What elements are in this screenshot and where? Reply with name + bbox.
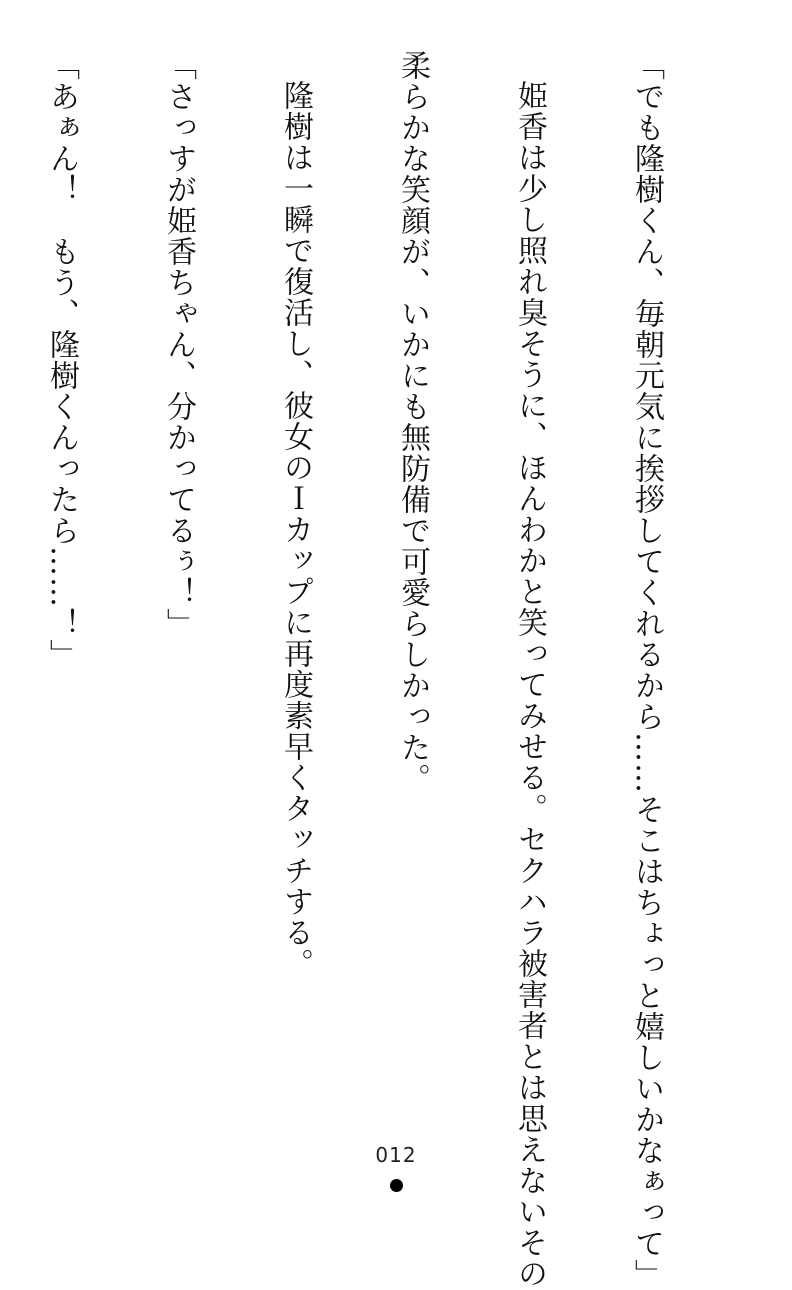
page-number: 012: [375, 1143, 417, 1167]
text-line: 柔らかな笑顔が、いかにも無防備で可愛らしかった。: [395, 50, 430, 794]
text-line: 「でも隆樹くん、毎朝元気に挨拶してくれるから……そこはちょっと嬉しいかなぁって」: [629, 50, 664, 1290]
text-line: 「さっすが姫香ちゃん、分かってるぅ！」: [161, 50, 196, 639]
page-marker-dot: [390, 1179, 403, 1192]
text-line: 隆樹は一瞬で復活し、彼女のＩカップに再度素早くタッチする。: [278, 80, 313, 979]
text-line: 「あぁん！ もう、隆樹くんったら……！」: [44, 50, 79, 670]
text-line: 姫香は少し照れ臭そうに、ほんわかと笑ってみせる。セクハラ被害者とは思えないその: [512, 80, 547, 1289]
